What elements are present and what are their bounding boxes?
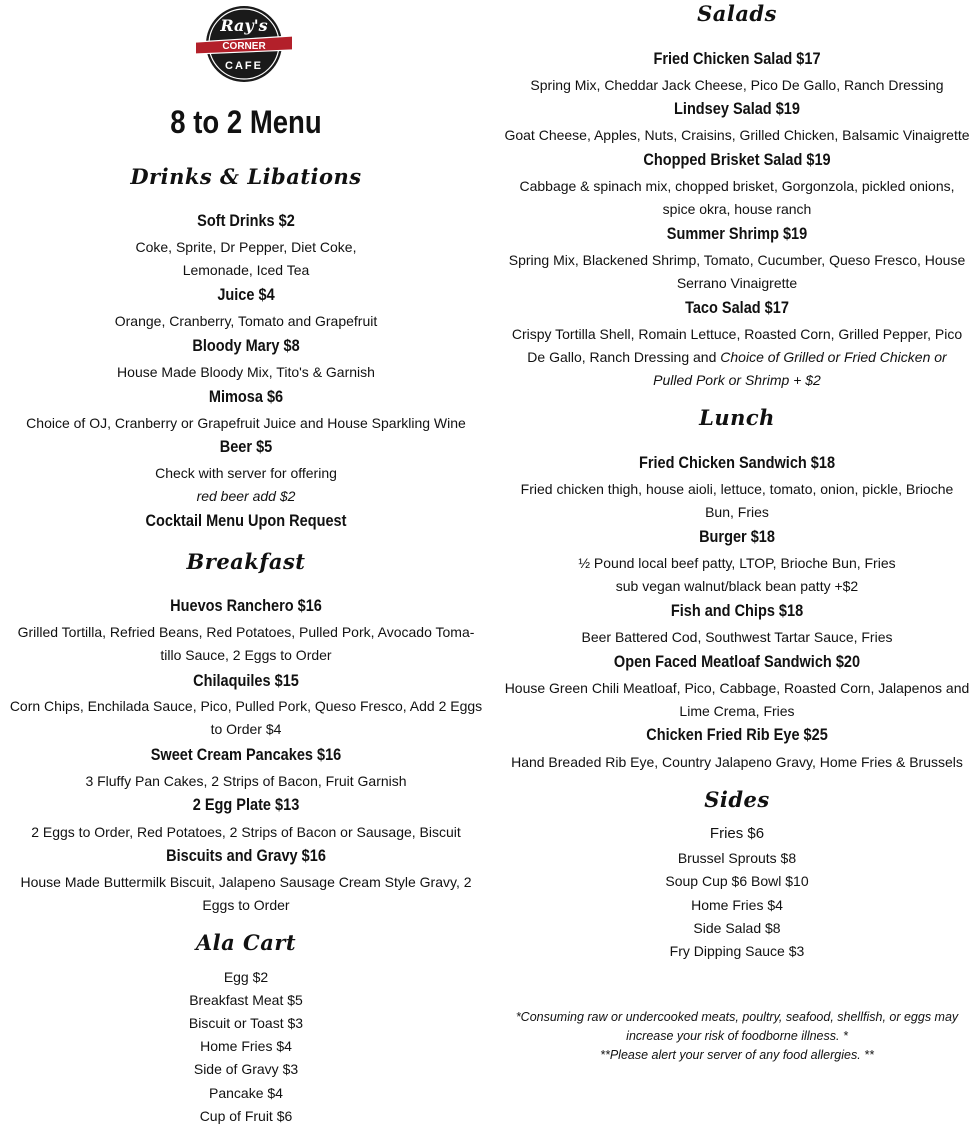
huevos-desc-2: tillo Sauce, 2 Eggs to Order [160, 647, 332, 663]
side-item: Fries $6 [709, 825, 765, 842]
juice-name: Juice $4 [217, 286, 275, 304]
side-item: Soup Cup $6 Bowl $10 [665, 873, 809, 889]
fish-chips-name: Fish and Chips $18 [670, 602, 804, 620]
cocktail-menu: Cocktail Menu Upon Request [145, 512, 347, 530]
beer-note: red beer add $2 [196, 488, 296, 504]
mimosa-name: Mimosa $6 [208, 388, 284, 406]
meatloaf-desc-1: House Green Chili Meatloaf, Pico, Cabbage, Roasted Corn, Jalapenos and [504, 680, 970, 696]
chilaquiles-desc-2: to Order $4 [210, 721, 282, 737]
chicken-sandwich-desc-1: Fried chicken thigh, house aioli, lettuce, tomato, onion, pickle, Brioche [520, 481, 954, 497]
taco-salad-desc-1: Crispy Tortilla Shell, Romain Lettuce, Roasted Corn, Grilled Pepper, Pico [511, 326, 963, 342]
disclaimer-line-1: *Consuming raw or undercooked meats, poultry, seafood, shellfish, or eggs may [515, 1010, 959, 1024]
brisket-salad-desc-1: Cabbage & spinach mix, chopped brisket, Gorgonzola, pickled onions, [519, 178, 955, 194]
biscuits-desc-2: Eggs to Order [202, 897, 290, 913]
chilaquiles-name: Chilaquiles $15 [193, 672, 299, 690]
ala-cart-item: Side of Gravy $3 [193, 1061, 299, 1077]
menu-title: 8 to 2 Menu [170, 104, 322, 140]
breakfast-heading: Breakfast [186, 549, 306, 574]
taco-salad-name: Taco Salad $17 [685, 299, 789, 317]
soft-drinks-desc-2: Lemonade, Iced Tea [182, 262, 310, 278]
taco-salad-desc-3: Pulled Pork or Shrimp + $2 [653, 372, 821, 388]
egg-plate-name: 2 Egg Plate $13 [192, 796, 300, 814]
taco-salad-desc-2 [496, 346, 978, 370]
svg-text:CAFE: CAFE [225, 60, 263, 72]
biscuits-desc-1: House Made Buttermilk Biscuit, Jalapeno Sausage Cream Style Gravy, 2 [20, 874, 472, 890]
ala-cart-item: Egg $2 [223, 969, 269, 985]
fried-chicken-salad-name: Fried Chicken Salad $17 [653, 50, 821, 68]
beer-name: Beer $5 [219, 438, 273, 456]
huevos-name: Huevos Ranchero $16 [170, 597, 322, 615]
drinks-heading: Drinks & Libations [130, 164, 362, 189]
fried-chicken-salad-desc: Spring Mix, Cheddar Jack Cheese, Pico De Gallo, Ranch Dressing [530, 77, 944, 93]
lunch-heading: Lunch [699, 405, 775, 430]
meatloaf-desc-2: Lime Crema, Fries [679, 703, 795, 719]
summer-shrimp-desc-1: Spring Mix, Blackened Shrimp, Tomato, Cucumber, Queso Fresco, House [508, 252, 966, 268]
ala-cart-item: Cup of Fruit $6 [199, 1108, 293, 1124]
meatloaf-name: Open Faced Meatloaf Sandwich $20 [613, 653, 861, 671]
svg-text:Ray's: Ray's [220, 16, 268, 35]
burger-name: Burger $18 [699, 528, 775, 546]
ala-cart-item: Biscuit or Toast $3 [188, 1015, 304, 1031]
disclaimer-line-2: increase your risk of foodborne illness. * [626, 1029, 848, 1043]
brisket-salad-desc-2: spice okra, house ranch [662, 201, 812, 217]
summer-shrimp-name: Summer Shrimp $19 [666, 225, 808, 243]
egg-plate-desc: 2 Eggs to Order, Red Potatoes, 2 Strips of Bacon or Sausage, Biscuit [31, 824, 461, 840]
pancakes-name: Sweet Cream Pancakes $16 [150, 746, 342, 764]
ala-cart-item: Home Fries $4 [200, 1038, 292, 1054]
taco-salad-desc-2b: Choice of Grilled or Fried Chicken or [720, 349, 947, 365]
rib-eye-name: Chicken Fried Rib Eye $25 [646, 726, 828, 744]
burger-desc-2: sub vegan walnut/black bean patty +$2 [615, 578, 859, 594]
lindsey-salad-desc: Goat Cheese, Apples, Nuts, Craisins, Grilled Chicken, Balsamic Vinaigrette [504, 127, 970, 143]
burger-desc-1: ½ Pound local beef patty, LTOP, Brioche Bun, Fries [578, 555, 896, 571]
mimosa-desc: Choice of OJ, Cranberry or Grapefruit Juice and House Sparkling Wine [26, 415, 466, 431]
ala-cart-item: Breakfast Meat $5 [189, 992, 303, 1008]
summer-shrimp-desc-2: Serrano Vinaigrette [676, 275, 798, 291]
ala-cart-heading: Ala Cart [195, 930, 297, 955]
side-item: Home Fries $4 [691, 897, 783, 913]
rib-eye-desc: Hand Breaded Rib Eye, Country Jalapeno Gravy, Home Fries & Brussels [511, 754, 963, 770]
lindsey-salad-name: Lindsey Salad $19 [674, 100, 800, 118]
svg-text:CORNER: CORNER [222, 41, 266, 52]
beer-desc: Check with server for offering [155, 465, 337, 481]
pancakes-desc: 3 Fluffy Pan Cakes, 2 Strips of Bacon, Fruit Garnish [85, 773, 407, 789]
fish-chips-desc: Beer Battered Cod, Southwest Tartar Sauce, Fries [581, 629, 893, 645]
allergy-notice: **Please alert your server of any food allergies. ** [600, 1048, 874, 1062]
side-item: Fry Dipping Sauce $3 [669, 943, 805, 959]
chilaquiles-desc-1: Corn Chips, Enchilada Sauce, Pico, Pulled Pork, Queso Fresco, Add 2 Eggs [9, 698, 483, 714]
sides-heading: Sides [704, 787, 770, 812]
chicken-sandwich-desc-2: Bun, Fries [705, 504, 769, 520]
juice-desc: Orange, Cranberry, Tomato and Grapefruit [114, 313, 378, 329]
soft-drinks-name: Soft Drinks $2 [197, 212, 295, 230]
side-item: Side Salad $8 [693, 920, 781, 936]
soft-drinks-desc-1: Coke, Sprite, Dr Pepper, Diet Coke, [135, 239, 357, 255]
brisket-salad-name: Chopped Brisket Salad $19 [643, 151, 831, 169]
chicken-sandwich-name: Fried Chicken Sandwich $18 [638, 454, 836, 472]
bloody-mary-name: Bloody Mary $8 [192, 337, 300, 355]
bloody-mary-desc: House Made Bloody Mix, Tito's & Garnish [117, 364, 375, 380]
huevos-desc-1: Grilled Tortilla, Refried Beans, Red Potatoes, Pulled Pork, Avocado Toma- [17, 624, 475, 640]
biscuits-name: Biscuits and Gravy $16 [166, 847, 326, 865]
salads-heading: Salads [697, 1, 777, 26]
ala-cart-item: Pancake $4 [209, 1085, 283, 1101]
side-item: Brussel Sprouts $8 [677, 850, 797, 866]
taco-salad-desc-2a: De Gallo, Ranch Dressing and [527, 349, 721, 365]
rays-corner-cafe-logo [196, 4, 292, 84]
